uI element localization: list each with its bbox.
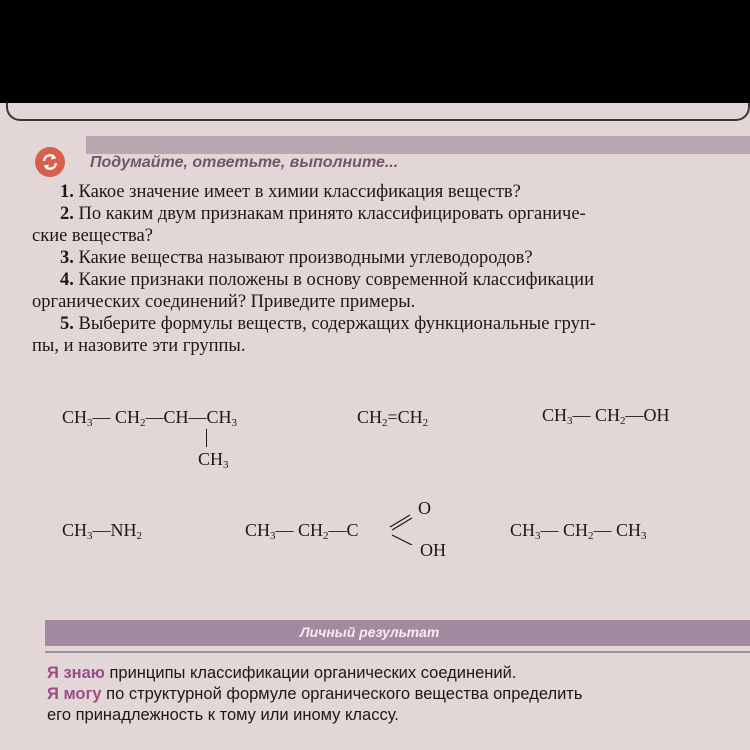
questions-list bbox=[32, 181, 738, 357]
question-1: 1. Какое значение имеет в химии классификация веществ? bbox=[60, 182, 521, 202]
formula-1-bond bbox=[206, 429, 207, 447]
formula-3: $CH_3—$ $CH_2—OH$ bbox=[542, 405, 670, 427]
formula-5-hydroxyl: OH bbox=[420, 540, 446, 560]
result-line-1: Я знаю принципы классификации органических соединений. bbox=[47, 664, 517, 682]
previous-section-box bbox=[6, 103, 750, 121]
formula-1: $CH_3—$ $CH_2—CH—CH_3$ bbox=[62, 407, 238, 429]
formula-6: $CH_3—$ $CH_2—$ $CH_3$ bbox=[510, 520, 647, 542]
question-5: 5. Выберите формулы веществ, содержащих функциональные груп- bbox=[60, 314, 596, 334]
question-5-continuation: пы, и назовите эти группы. bbox=[32, 336, 246, 356]
formula-2: $CH_2=CH_2$ bbox=[357, 407, 429, 429]
refresh-icon bbox=[35, 147, 65, 177]
result-title: Личный результат bbox=[300, 624, 440, 640]
question-3: 3. Какие вещества называют производными углеводородов? bbox=[60, 248, 533, 268]
section-title: Подумайте, ответьте, выполните... bbox=[90, 154, 399, 171]
question-4-continuation: органических соединений? Приведите примеры. bbox=[32, 292, 416, 312]
result-line-3: его принадлежность к тому или иному классу. bbox=[47, 706, 399, 724]
formula-5: $CH_3—$ $CH_2—C$ bbox=[245, 520, 359, 542]
result-divider bbox=[45, 651, 750, 653]
header-bar bbox=[86, 136, 750, 154]
question-2: 2. По каким двум признакам принято классифицировать органиче- bbox=[60, 204, 586, 224]
question-4: 4. Какие признаки положены в основу современной классификации bbox=[60, 270, 594, 290]
result-line-2: Я могу по структурной формуле органического вещества определить bbox=[47, 685, 583, 703]
textbook-page bbox=[0, 103, 750, 750]
question-2-continuation: ские вещества? bbox=[32, 226, 153, 246]
formula-1-branch: $CH_3$ bbox=[198, 449, 229, 471]
formula-5-oxygen: O bbox=[418, 498, 431, 518]
formula-5-bonds bbox=[388, 505, 418, 545]
formula-4: $CH_3—NH_2$ bbox=[62, 520, 143, 542]
result-text bbox=[47, 663, 737, 726]
